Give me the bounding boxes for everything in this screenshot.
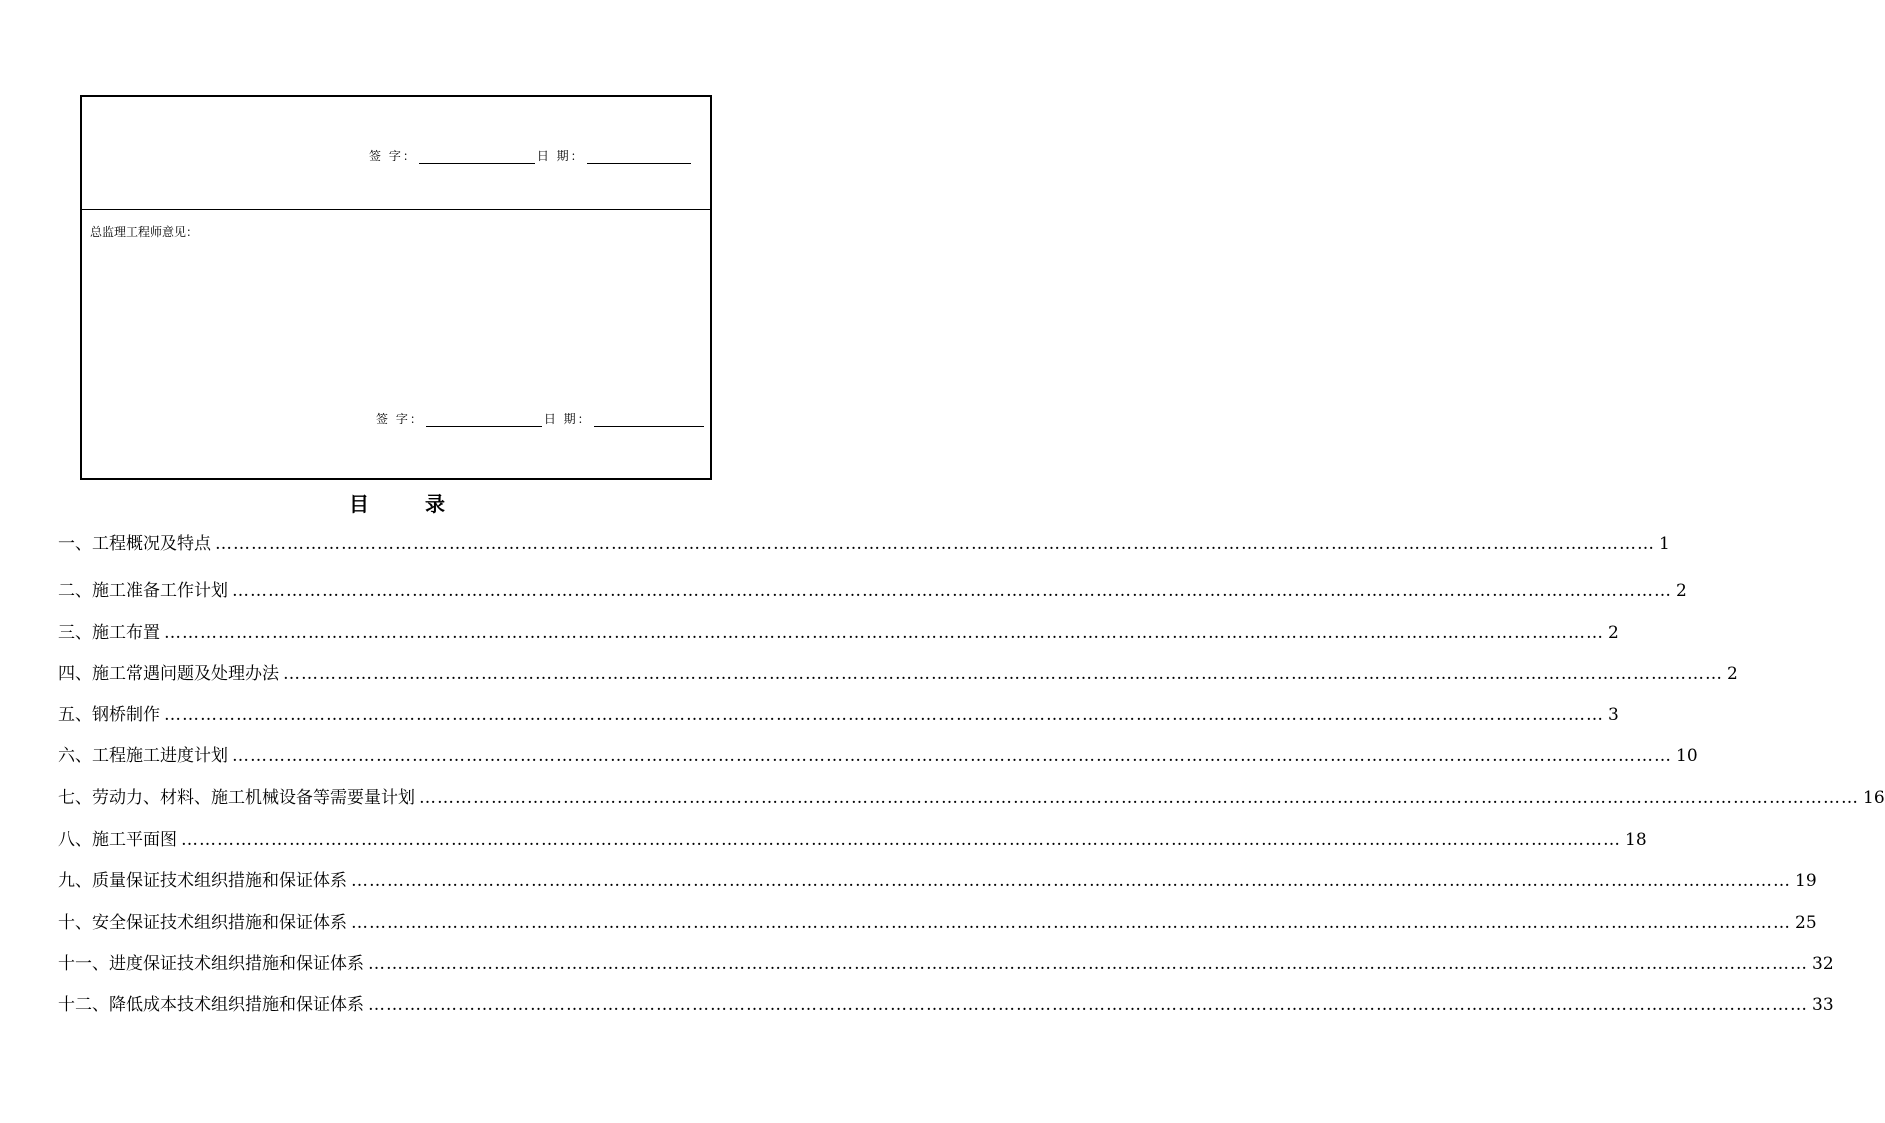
toc-entry-page: 2	[1676, 581, 1687, 601]
toc-entry-label: 十二、降低成本技术组织措施和保证体系	[58, 995, 364, 1015]
toc-entry-label: 五、钢桥制作	[58, 705, 160, 725]
toc-leader-dots: ……………………………………………………………………………………………………………………………………………………………………………………………………………………	[419, 788, 1859, 808]
toc-leader-dots: ……………………………………………………………………………………………………………………………………………………………………………………………………………………	[232, 581, 1672, 601]
toc-leader-dots: ……………………………………………………………………………………………………………………………………………………………………………………………………………………	[181, 830, 1621, 850]
toc-leader-dots: ……………………………………………………………………………………………………………………………………………………………………………………………………………………	[351, 871, 1791, 891]
sign-line[interactable]	[426, 414, 542, 427]
toc-entry-label: 十一、进度保证技术组织措施和保证体系	[58, 954, 364, 974]
sign-label: 签 字：	[369, 149, 417, 163]
date-label: 日 期：	[536, 149, 585, 163]
toc-entry-label: 十、安全保证技术组织措施和保证体系	[58, 913, 347, 933]
sign-label: 签 字：	[376, 412, 424, 426]
toc-entry-page: 1	[1659, 534, 1670, 554]
toc-entry-page: 2	[1608, 623, 1619, 643]
toc-leader-dots: ……………………………………………………………………………………………………………………………………………………………………………………………………………………	[283, 664, 1723, 684]
toc-leader-dots: ……………………………………………………………………………………………………………………………………………………………………………………………………………………	[368, 995, 1808, 1015]
toc-leader-dots: ……………………………………………………………………………………………………………………………………………………………………………………………………………………	[215, 534, 1655, 554]
toc-leader-dots: ……………………………………………………………………………………………………………………………………………………………………………………………………………………	[232, 746, 1672, 766]
toc-entry[interactable]	[58, 580, 1687, 602]
toc-entry[interactable]	[58, 704, 1619, 726]
toc-leader-dots: ……………………………………………………………………………………………………………………………………………………………………………………………………………………	[368, 954, 1808, 974]
signature-row-top	[369, 147, 693, 164]
toc-entry-label: 六、工程施工进度计划	[58, 746, 228, 766]
toc-entry-label: 八、施工平面图	[58, 830, 177, 850]
toc-leader-dots: ……………………………………………………………………………………………………………………………………………………………………………………………………………………	[164, 623, 1604, 643]
toc-entry-page: 33	[1812, 995, 1834, 1015]
form-divider	[82, 209, 710, 210]
approval-form-box	[80, 95, 712, 480]
sign-line[interactable]	[419, 151, 535, 164]
toc-entry-page: 10	[1676, 746, 1698, 766]
date-line[interactable]	[594, 414, 704, 427]
toc-entry-label: 四、施工常遇问题及处理办法	[58, 664, 279, 684]
toc-entry[interactable]	[58, 663, 1738, 685]
toc-entry-label: 一、工程概况及特点	[58, 534, 211, 554]
toc-entry[interactable]	[58, 622, 1619, 644]
toc-entry-page: 32	[1812, 954, 1834, 974]
date-label: 日 期：	[543, 412, 592, 426]
toc-entry-label: 九、质量保证技术组织措施和保证体系	[58, 871, 347, 891]
toc-entry[interactable]	[58, 745, 1698, 767]
toc-entry[interactable]	[58, 994, 1834, 1016]
toc-entry-page: 16	[1863, 788, 1885, 808]
toc-entry-page: 19	[1795, 871, 1817, 891]
toc-entry[interactable]	[58, 870, 1817, 892]
toc-title-part2: 录	[425, 492, 445, 516]
toc-entry-page: 3	[1608, 705, 1619, 725]
toc-entry[interactable]	[58, 912, 1817, 934]
toc-title	[0, 488, 794, 517]
toc-leader-dots: ……………………………………………………………………………………………………………………………………………………………………………………………………………………	[351, 913, 1791, 933]
toc-entry[interactable]	[58, 829, 1647, 851]
toc-leader-dots: ……………………………………………………………………………………………………………………………………………………………………………………………………………………	[164, 705, 1604, 725]
toc-title-part1: 目	[349, 492, 369, 516]
date-line[interactable]	[587, 151, 691, 164]
toc-entry-label: 三、施工布置	[58, 623, 160, 643]
toc-entry-page: 2	[1727, 664, 1738, 684]
toc-entry-page: 18	[1625, 830, 1647, 850]
toc-entry-label: 七、劳动力、材料、施工机械设备等需要量计划	[58, 788, 415, 808]
toc-entry-label: 二、施工准备工作计划	[58, 581, 228, 601]
toc-entry[interactable]	[58, 533, 1670, 555]
chief-engineer-opinion-label: 总监理工程师意见：	[90, 225, 199, 239]
toc-entry-page: 25	[1795, 913, 1817, 933]
toc-entry[interactable]	[58, 953, 1834, 975]
signature-row-bottom	[376, 410, 706, 427]
toc-entry[interactable]	[58, 787, 1885, 809]
